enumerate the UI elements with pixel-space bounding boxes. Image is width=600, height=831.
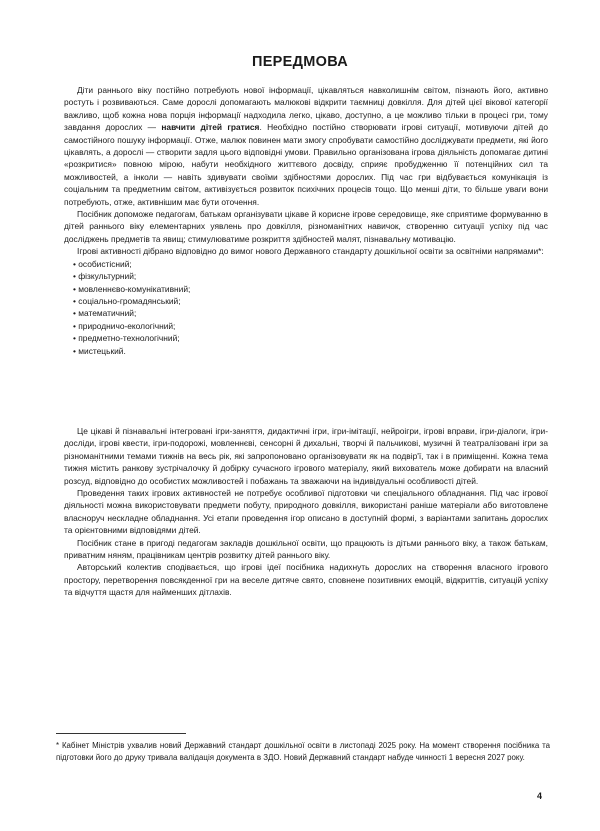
list-item: • математичний; <box>73 308 137 319</box>
paragraph-games-description: Це цікаві й пізнавальні інтегровані ігри-заняття, дидактичні ігри, ігри-імітації, нейроігри, ігрові вправи, ігри-діалоги, ігри-досліди, ігрові квести, ігри-подорожі, мовленнєві, сенсорні й дихальні, творчі й пальчикові, музичні й театралізовані ігри за різноманітними темами тижнів на весь рік, які запропоновано організовувати як на подвір'ї, так і в приміщенні. Кожна тема тижня містить ранкову зустрічалочку й добірку сучасного ігрового матеріалу, який вихователь може добирати на власний розсуд, відповідно до особистих можливостей і побажань та зважаючи на індивідуальні особливості дітей. <box>64 426 548 486</box>
paragraph-intro <box>64 84 548 208</box>
paragraph-intro-emphasis: навчити дітей гратися <box>161 122 260 133</box>
list-item: • соціально-громадянський; <box>73 295 181 306</box>
paragraph-guide-purpose: Посібник допоможе педагогам, батькам організувати цікаве й корисне ігрове середовище, яке сприятиме формуванню в дітей раннього віку елементарних уявлень про довкілля, різноманітних навичок, створенню ситуації успіху під час досліджень предметів та явищ; стимулюватиме розкриття здібностей малят, пізнавальну мотивацію. <box>64 209 548 244</box>
footnote-divider <box>56 733 186 734</box>
list-item: • фізкультурний; <box>73 271 137 282</box>
list-item: • предметно-технологічний; <box>73 333 180 344</box>
paragraph-audience: Посібник стане в пригоді педагогам закладів дошкільної освіти, що працюють із дітьми раннього віку, а також батькам, приватним няням, працівникам центрів розвитку дітей раннього віку. <box>64 537 548 561</box>
list-item: • мистецький. <box>73 345 126 356</box>
list-item: • мовленнєво-комунікативний; <box>73 283 191 294</box>
preface-main <box>64 425 548 599</box>
page-title: ПЕРЕДМОВА <box>251 54 349 70</box>
paragraph-intro-part2: . Необхідно постійно створювати ігрові ситуації, мотивуючи дітей до самостійного пошуку інформації. Отже, малюк повинен мати змогу спробувати самостійно досліджувати предмети, які його цікавлять, а дорослі — створити задля цього відповідні умови. Правильно організована ігрова діяльність допомагає дитині «розкритися» повною мірою, набути необхідного життєвого досвіду, сприяє пробудженню її потенційних сил та можливостей, а інколи — навіть здивувати своїми здібностями дорослих. Під час гри відбувається комунікація із соціальним та предметним світом, активізується розвиток психічних процесів тощо. Що менші діти, то більше уваги вони потребують, отже, активнішим має бути оточення. <box>64 122 548 207</box>
paragraph-conducting-games: Проведення таких ігрових активностей не потребує особливої підготовки чи спеціального обладнання. Під час ігрової діяльності можна використовувати предмети побуту, природного довкілля, використані раніше матеріали або виготовлене власноруч нескладне обладнання. Усі етапи проведення ігор описано в доступній формі, з варіантами запитань дорослих та орієнтовними відповідями дітей. <box>64 488 548 536</box>
footnote: * Кабінет Міністрів ухвалив новий Державний стандарт дошкільної освіти в листопаді 2025 року. На момент створення посібника та підготовки його до друку тривала валідація документа в ЗДО. Новий Державний стандарт набуде чинності 1 вересня 2027 року. <box>56 741 550 762</box>
paragraph-directions-intro: Ігрові активності дібрано відповідно до вимог нового Державного стандарту дошкільної освіти за освітніми напрямами*: <box>77 246 544 257</box>
list-item: • природничо-екологічний; <box>73 320 176 331</box>
preface-intro <box>64 84 548 357</box>
paragraph-intro-part1: Діти раннього віку постійно потребують нової інформації, цікавляться навколишнім світом, пізнають його, активно ростуть і розвиваються. Саме дорослі допомагають малюкові відкрити таємниці довкілля. Для дітей цієї вікової категорії важливо, щоб кожна нова порція інформації надходила легко, цікаво, доступно, а це можливо тільки в процесі гри, тому завдання дорослих — <box>64 85 548 133</box>
directions-list <box>64 258 548 357</box>
paragraph-authors-hope: Авторський колектив сподівається, що ігрові ідеї посібника надихнуть дорослих на створення власного ігрового простору, перетворення повсякденної гри на веселе дитяче свято, сповнене позитивних емоцій, відкриттів, ситуацій успіху та відчуття щастя для найменших дітлахів. <box>64 562 548 598</box>
page-number: 4 <box>537 791 543 801</box>
list-item: • особистісний; <box>73 258 132 269</box>
